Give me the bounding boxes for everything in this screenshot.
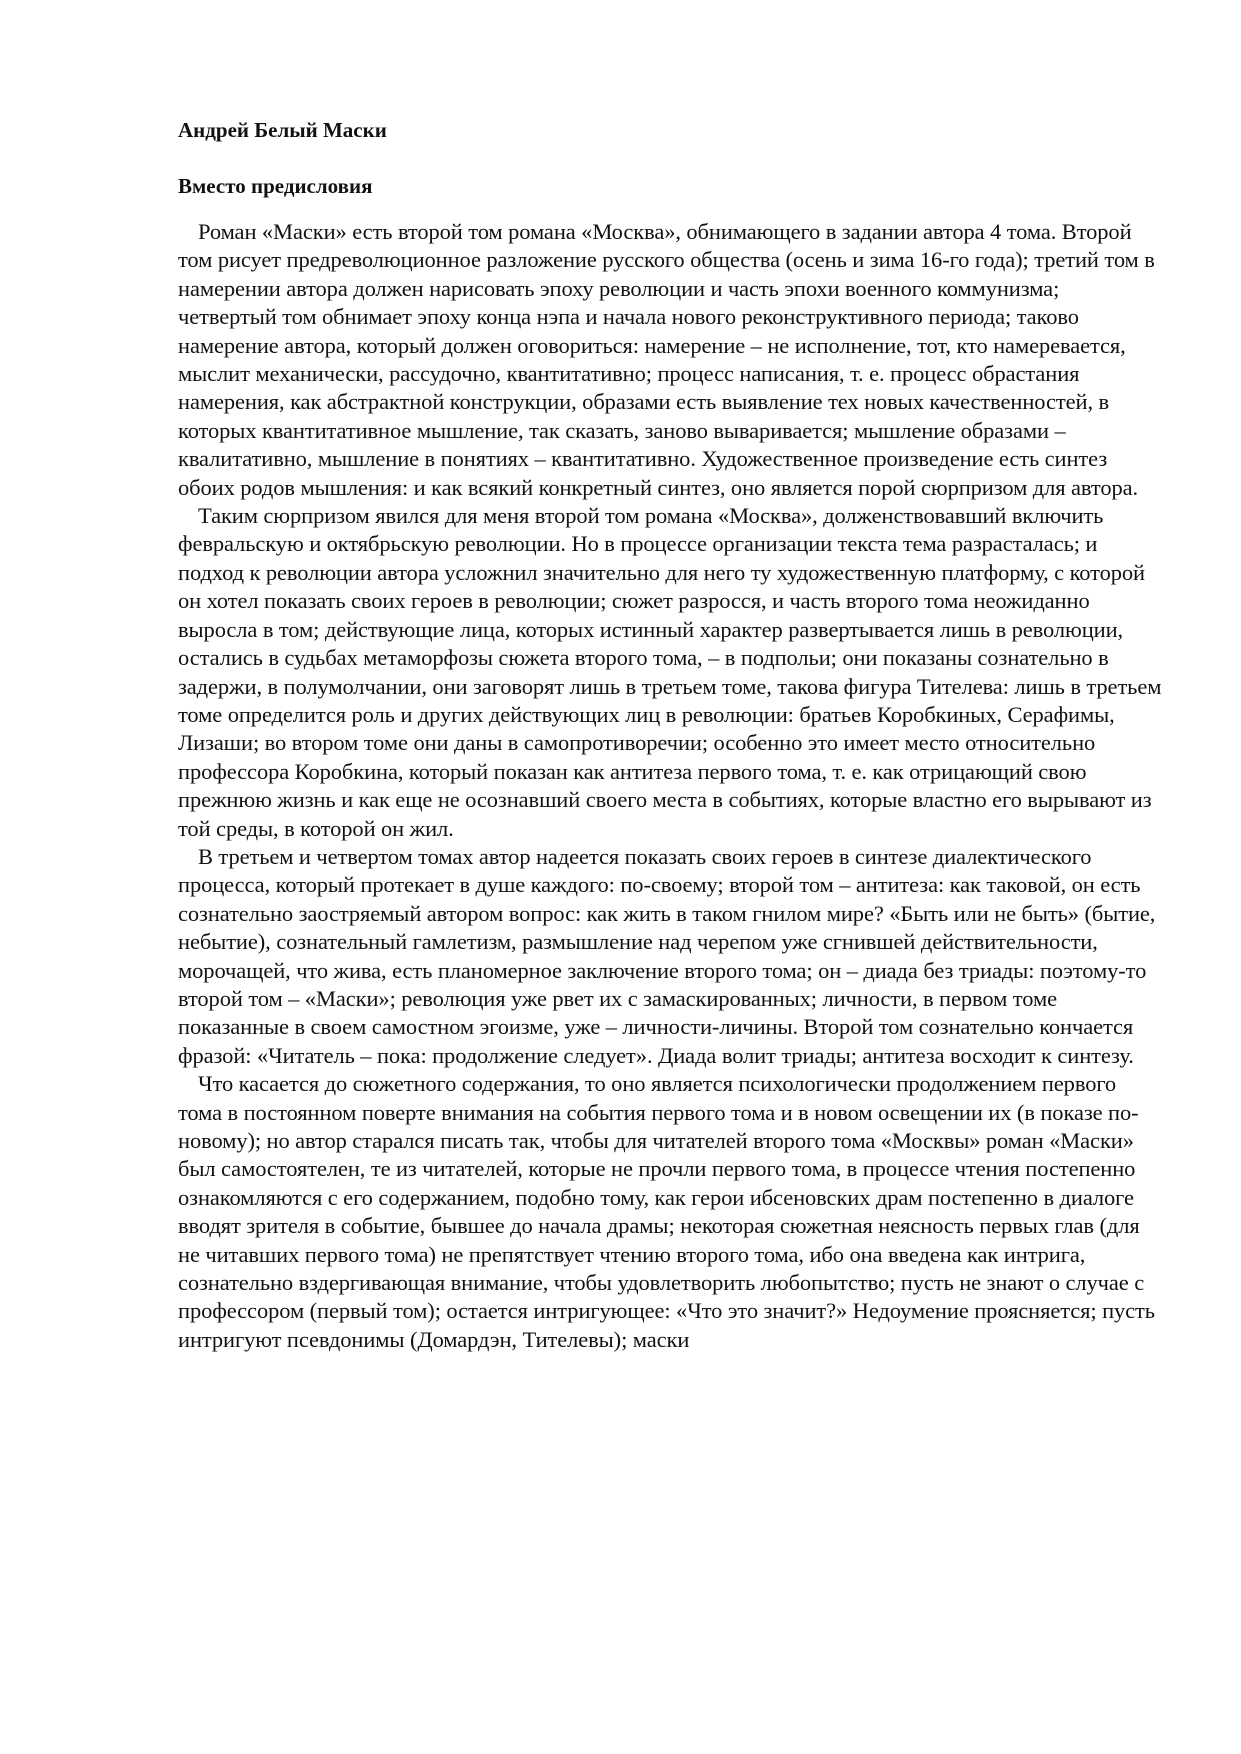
section-heading: Вместо предисловия <box>178 174 373 198</box>
paragraph-4: Что касается до сюжетного содержания, то оно является психологически продолжением первого тома в постоянном поверте внимания на события первого тома и в новом освещении их (в показе по-новому); но автор старался писать так, чтобы для читателей второго тома «Москвы» роман «Маски» был самостоятелен, те из читателей, которые не прочли первого тома, в процессе чтения постепенно ознакомляются с его содержанием, подобно тому, как герои ибсеновских драм постепенно в диалоге вводят зрителя в событие, бывшее до начала драмы; некоторая сюжетная неясность первых глав (для не читавших первого тома) не препятствует чтению второго тома, ибо она введена как интрига, сознательно вздергивающая внимание, чтобы удовлетворить любопытство; пусть не знают о случае с профессором (первый том); остается интригующее: «Что это значит?» Недоумение проясняется; пусть интригуют псевдонимы (Домардэн, Тителевы); маски <box>178 1071 1155 1352</box>
paragraph-2: Таким сюрпризом явился для меня второй том романа «Москва», долженствовавший включить февральскую и октябрьскую революции. Но в процессе организации текста тема разрасталась; и подход к революции автора усложнил значительно для него ту художественную платформу, с которой он хотел показать своих героев в революции; сюжет разросся, и часть второго тома неожиданно выросла в том; действующие лица, которых истинный характер развертывается лишь в революции, остались в судьбах метаморфозы сюжета второго тома, – в подпольи; они показаны сознательно в задержи, в полумолчании, они заговорят лишь в третьем томе, такова фигура Тителева: лишь в третьем томе определится роль и других действующих лиц в революции: братьев Коробкиных, Серафимы, Лизаши; во втором томе они даны в самопротиворечии; особенно это имеет место относительно профессора Коробкина, который показан как антитеза первого тома, т. е. как отрицающий свою прежнюю жизнь и как еще не осознавший своего места в событиях, которые властно его вырывают из той среды, в которой он жил. <box>178 503 1162 841</box>
document-title: Андрей Белый Маски <box>178 118 387 142</box>
paragraph-3: В третьем и четвертом томах автор надеется показать своих героев в синтезе диалектического процесса, который протекает в душе каждого: по-своему; второй том – антитеза: как таковой, он есть сознательно заостряемый автором вопрос: как жить в таком гнилом мире? «Быть или не быть» (бытие, небытие), сознательный гамлетизм, размышление над черепом уже сгнившей действительности, морочащей, что жива, есть планомерное заключение второго тома; он – диада без триады: поэтому-то второй том – «Маски»; революция уже рвет их с замаскированных; личности, в первом томе показанные в своем самостном эгоизме, уже – личности-личины. Второй том сознательно кончается фразой: «Читатель – пока: продолжение следует». Диада волит триады; антитеза восходит к синтезу. <box>178 843 1156 1068</box>
paragraph-1: Роман «Маски» есть второй том романа «Москва», обнимающего в задании автора 4 тома. Второй том рисует предреволюционное разложение русского общества (осень и зима 16-го года); третий том в намерении автора должен нарисовать эпоху революции и часть эпохи военного коммунизма; четвертый том обнимает эпоху конца нэпа и начала нового реконструктивного периода; таково намерение автора, который должен оговориться: намерение – не исполнение, тот, кто намеревается, мыслит механически, рассудочно, квантитативно; процесс написания, т. е. процесс обрастания намерения, как абстрактной конструкции, образами есть выявление тех новых качественностей, в которых квантитативное мышление, так сказать, заново вываривается; мышление образами – квалитативно, мышление в понятиях – квантитативно. Художественное произведение есть синтез обоих родов мышления: и как всякий конкретный синтез, оно является порой сюрпризом для автора. <box>178 219 1155 500</box>
document-body <box>178 116 1163 1354</box>
